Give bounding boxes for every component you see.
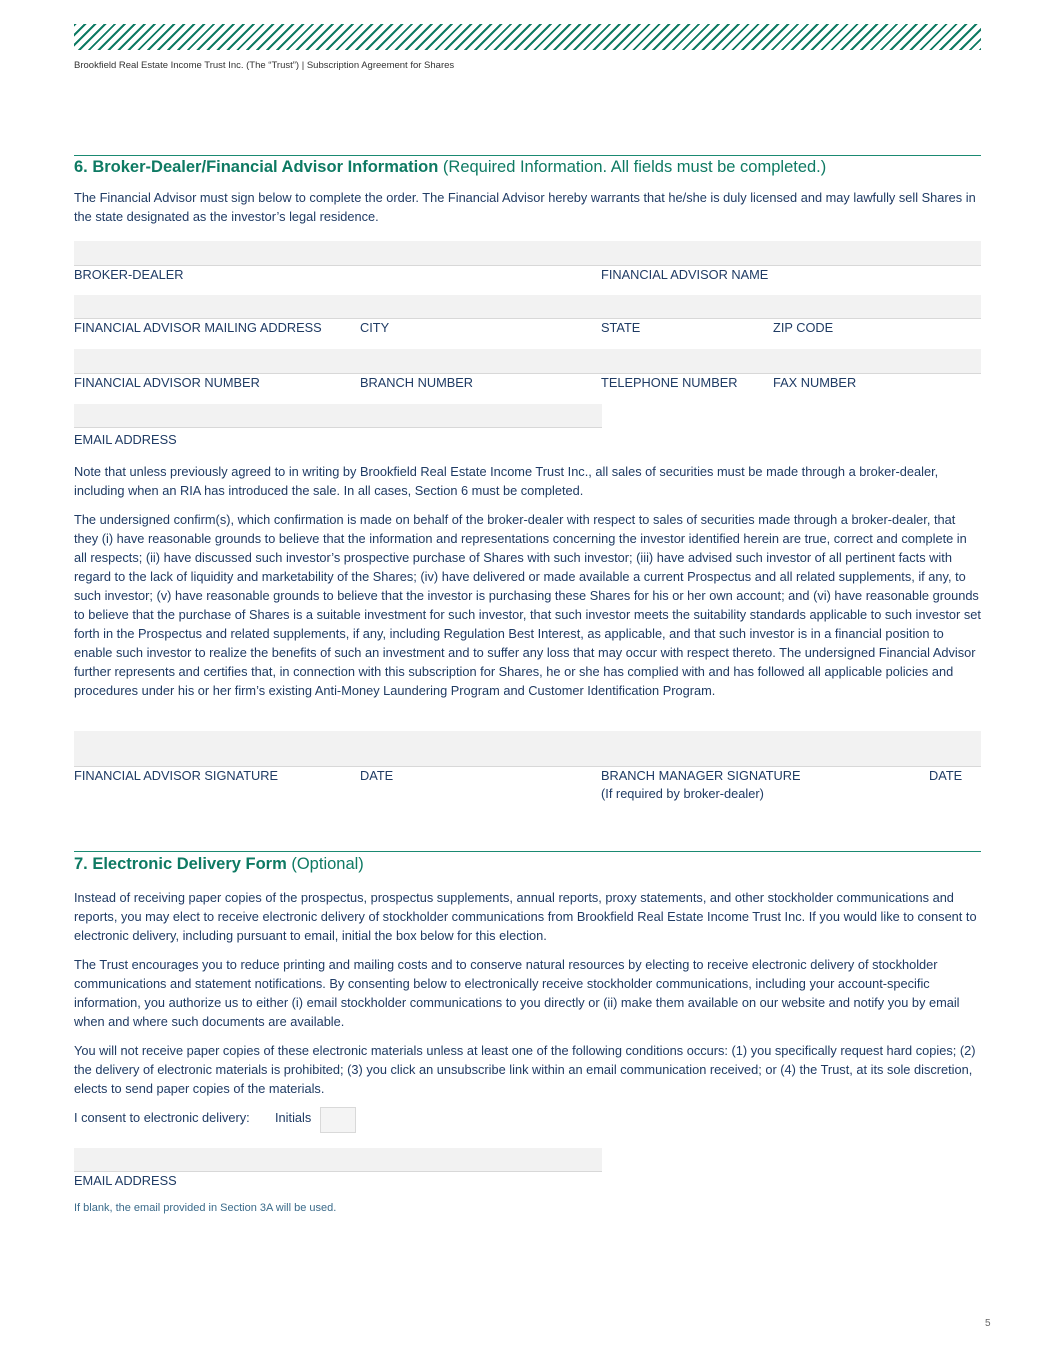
initials-label: Initials bbox=[275, 1110, 312, 1125]
section6-confirmation: The undersigned confirm(s), which confirmation is made on behalf of the broker-dealer with respect to sales of securities made through a broker-dealer, that they (i) have reasonable grounds to believe that the information and representations concerning the investor identified herein are true, correct and complete in all respects; (ii) have discussed such investor’s prospective purchase of Shares with such investor; (iii) have advised such investor of all pertinent facts with regard to the lack of liquidity and marketability of the Shares; (iv) have delivered or made available a current Prospectus and all related supplements, if any, to such investor; (v) have reasonable grounds to believe that the investor is purchasing these Shares for his or her own account; and (vi) have reasonable grounds to believe that the purchase of Shares is a suitable investment for such investor, that such investor meets the suitability standards applicable to such investor set forth in the Prospectus and related supplements, if any, including Regulation Best Interest, as applicable, and that such investor is in a financial position to enable such investor to realize the benefits of such an investment and to suffer any loss that may occur with respect thereto. The undersigned Financial Advisor further represents and certifies that, in connection with this subscription for Shares, he or she has complied with and has followed all applicable policies and procedures under his or her firm’s existing Anti-Money Laundering Program and Customer Identification Program. bbox=[74, 512, 981, 698]
city-label: CITY bbox=[360, 320, 390, 335]
email-note: If blank, the email provided in Section 3A will be used. bbox=[74, 1202, 337, 1214]
section7-title bbox=[74, 855, 364, 874]
page-number: 5 bbox=[985, 1318, 991, 1329]
broker-dealer-row-input[interactable] bbox=[74, 241, 981, 266]
bm-signature-text: BRANCH MANAGER SIGNATURE bbox=[601, 768, 801, 783]
fa-email-input[interactable] bbox=[74, 404, 602, 428]
section7-rule bbox=[74, 851, 981, 852]
bm-signature-label bbox=[601, 767, 801, 803]
section7-title-rest: (Optional) bbox=[286, 855, 364, 873]
signature-row-input[interactable] bbox=[74, 731, 981, 767]
date-label: DATE bbox=[360, 768, 394, 783]
section7-para2: The Trust encourages you to reduce printing and mailing costs and to conserve natural resources by electing to receive electronic delivery of stockholder communications and statement notifications. By consenting below to electronically receive stockholder communications, including your account-specific information, you authorize us to either (i) email stockholder communications to you directly or (ii) make them available on our website and notify you by email when and where such documents are available. bbox=[74, 957, 960, 1029]
section6-rule bbox=[74, 155, 981, 156]
delivery-email-label: EMAIL ADDRESS bbox=[74, 1173, 177, 1188]
section6-intro: The Financial Advisor must sign below to complete the order. The Financial Advisor hereby warrants that he/she is duly licensed and may lawfully sell Shares in the state designated as the investor’s legal residence. bbox=[74, 190, 976, 224]
section7-title-bold: 7. Electronic Delivery Form bbox=[74, 855, 287, 873]
header-title: Brookfield Real Estate Income Trust Inc. (The “Trust”) | Subscription Agreement for Shares bbox=[74, 60, 455, 71]
section7-para1: Instead of receiving paper copies of the prospectus, prospectus supplements, annual reports, proxy statements, and other stockholder communications and reports, you may elect to receive electronic delivery of stockholder communications from Brookfield Real Estate Income Trust Inc. If you would like to consent to electronic delivery, including pursuant to email, initial the box below for this election. bbox=[74, 890, 977, 943]
branch-number-label: BRANCH NUMBER bbox=[360, 375, 474, 390]
section6-title-rest: (Required Information. All fields must be completed.) bbox=[438, 158, 827, 176]
consent-label: I consent to electronic delivery: bbox=[74, 1110, 250, 1125]
fax-label: FAX NUMBER bbox=[773, 375, 857, 390]
telephone-label: TELEPHONE NUMBER bbox=[601, 375, 738, 390]
address-row-input[interactable] bbox=[74, 295, 981, 319]
fa-email-label: EMAIL ADDRESS bbox=[74, 432, 177, 447]
section7-para3: You will not receive paper copies of these electronic materials unless at least one of the following conditions occurs: (1) you specifically request hard copies; (2) the delivery of electronic materials is prohibited; (3) you click an unsubscribe link within an email communication received; or (4) the Trust, at its sole discretion, elects to send paper copies of the materials. bbox=[74, 1043, 976, 1096]
zip-label: ZIP CODE bbox=[773, 320, 834, 335]
state-label: STATE bbox=[601, 320, 641, 335]
bm-signature-note: (If required by broker-dealer) bbox=[601, 786, 764, 801]
section6-title bbox=[74, 158, 826, 177]
delivery-email-input[interactable] bbox=[74, 1148, 602, 1172]
section6-note: Note that unless previously agreed to in writing by Brookfield Real Estate Income Trust Inc., all sales of securities must be made through a broker-dealer, including when an RIA has introduced the sale. In all cases, Section 6 must be completed. bbox=[74, 464, 939, 498]
fa-number-label: FINANCIAL ADVISOR NUMBER bbox=[74, 375, 260, 390]
header-stripe bbox=[74, 24, 981, 50]
date2-label: DATE bbox=[929, 768, 963, 783]
fa-name-label: FINANCIAL ADVISOR NAME bbox=[601, 267, 769, 282]
fa-mailing-address-label: FINANCIAL ADVISOR MAILING ADDRESS bbox=[74, 320, 322, 335]
broker-dealer-label: BROKER-DEALER bbox=[74, 267, 184, 282]
section6-title-bold: 6. Broker-Dealer/Financial Advisor Information bbox=[74, 158, 439, 176]
numbers-row-input[interactable] bbox=[74, 349, 981, 374]
fa-signature-label: FINANCIAL ADVISOR SIGNATURE bbox=[74, 768, 279, 783]
initials-input[interactable] bbox=[320, 1107, 356, 1133]
